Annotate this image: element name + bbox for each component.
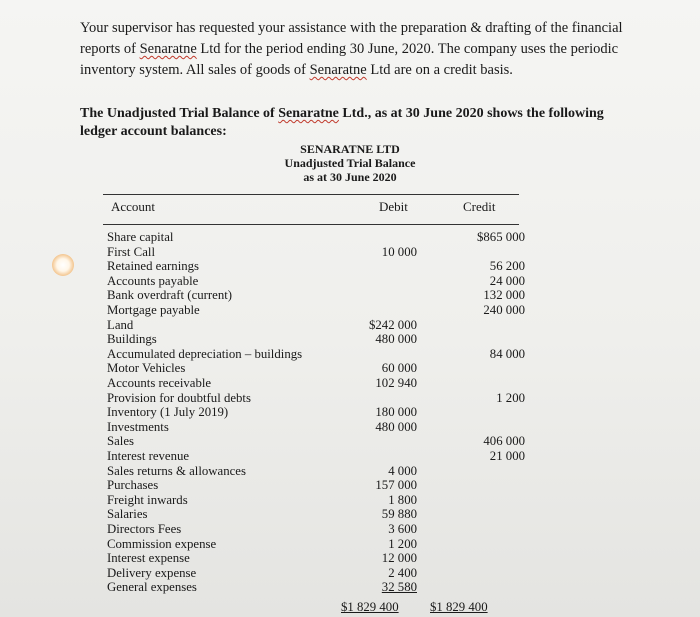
account-cell: Delivery expense <box>107 565 197 580</box>
table-row <box>107 464 527 479</box>
account-cell: Interest revenue <box>107 449 190 463</box>
account-cell: Investments <box>107 419 169 434</box>
credit-cell: 84 000 <box>489 346 525 361</box>
debit-cell: 32 580 <box>381 580 417 595</box>
table-row <box>107 274 527 289</box>
intro-line-2: reports of Senaratne Ltd for the period ending 30 June, 2020. The company uses the periodic <box>80 41 619 57</box>
account-cell: Motor Vehicles <box>107 361 186 376</box>
table-row <box>107 230 527 245</box>
lead-paragraph: The Unadjusted Trial Balance of Senaratne Ltd., as at 30 June 2020 shows the following ledger account balances: <box>80 106 604 139</box>
table-top-rule <box>103 194 519 195</box>
table-row <box>107 405 527 420</box>
table-row <box>107 376 527 391</box>
table-row <box>107 434 527 449</box>
table-row <box>107 347 527 362</box>
account-cell: Bank overdraft (current) <box>107 288 233 303</box>
account-cell: Directors Fees <box>107 522 182 536</box>
table-row <box>107 303 527 318</box>
account-cell: Salaries <box>107 507 148 522</box>
column-header-debit: Debit <box>379 199 408 214</box>
account-cell: Purchases <box>107 478 159 493</box>
account-cell: First Call <box>107 244 155 259</box>
table-row <box>107 537 527 552</box>
table-row <box>107 332 527 347</box>
company-name: Senaratne <box>139 41 197 57</box>
table-row <box>107 420 527 435</box>
heading-date: as at 30 June 2020 <box>303 170 397 184</box>
table-row <box>107 259 527 274</box>
debit-cell: 1 200 <box>388 536 417 551</box>
account-cell: Commission expense <box>107 536 217 551</box>
debit-cell: 102 940 <box>375 376 417 390</box>
debit-cell: 4 000 <box>388 463 417 478</box>
table-row <box>107 478 527 493</box>
credit-cell: $865 000 <box>477 230 525 244</box>
intro-line-1: Your supervisor has requested your assistance with the preparation & drafting of the financial <box>80 20 623 36</box>
credit-cell: 132 000 <box>483 288 525 303</box>
account-cell: Buildings <box>107 332 157 347</box>
heading-title: Unadjusted Trial Balance <box>284 156 416 170</box>
debit-cell: 59 880 <box>381 507 417 522</box>
table-row <box>107 507 527 522</box>
table-row <box>107 391 527 406</box>
debit-cell: 2 400 <box>388 565 417 580</box>
debit-cell: 480 000 <box>375 419 417 434</box>
debit-total: $1 829 400 <box>341 600 399 614</box>
account-cell: Land <box>107 317 134 332</box>
account-cell: Interest expense <box>107 551 190 566</box>
account-cell: Accumulated depreciation – buildings <box>107 346 303 361</box>
column-header-account: Account <box>111 199 156 214</box>
table-row <box>107 288 527 303</box>
intro-line-3: inventory system. All sales of goods of Senaratne Ltd are on a credit basis. <box>80 62 513 78</box>
table-row <box>107 318 527 333</box>
credit-cell: 56 200 <box>489 259 525 274</box>
header-bottom-rule <box>103 224 519 225</box>
account-cell: Inventory (1 July 2019) <box>107 405 229 420</box>
account-cell: General expenses <box>107 580 197 595</box>
account-cell: Provision for doubtful debts <box>107 390 251 405</box>
credit-cell: 240 000 <box>483 303 525 317</box>
account-cell: Accounts payable <box>107 273 199 288</box>
credit-cell: 24 000 <box>489 273 525 288</box>
table-row <box>107 580 527 595</box>
account-cell: Retained earnings <box>107 259 200 274</box>
table-row <box>107 361 527 376</box>
table-row <box>107 493 527 508</box>
company-name: Senaratne <box>309 62 367 78</box>
intro-paragraph <box>80 18 640 81</box>
account-cell: Freight inwards <box>107 492 188 507</box>
debit-cell: 3 600 <box>388 522 417 536</box>
debit-cell: 180 000 <box>375 405 417 420</box>
company-name: Senaratne <box>278 106 339 121</box>
debit-cell: 157 000 <box>375 478 417 493</box>
column-header-credit: Credit <box>463 199 496 214</box>
credit-total: $1 829 400 <box>430 600 488 614</box>
debit-cell: $242 000 <box>369 317 417 332</box>
account-cell: Accounts receivable <box>107 376 212 390</box>
account-cell: Sales returns & allowances <box>107 463 246 478</box>
heading-company: SENARATNE LTD <box>300 142 400 156</box>
debit-cell: 10 000 <box>381 244 417 259</box>
credit-cell: 406 000 <box>483 434 525 449</box>
credit-cell: 1 200 <box>496 390 525 405</box>
account-cell: Sales <box>107 434 135 449</box>
table-row <box>107 449 527 464</box>
debit-cell: 1 800 <box>388 492 417 507</box>
account-cell: Share capital <box>107 230 174 244</box>
table-row <box>107 245 527 260</box>
credit-cell: 21 000 <box>489 449 525 463</box>
table-row <box>107 522 527 537</box>
light-glare <box>52 254 74 276</box>
debit-cell: 60 000 <box>381 361 417 376</box>
table-row <box>107 551 527 566</box>
debit-cell: 480 000 <box>375 332 417 347</box>
account-cell: Mortgage payable <box>107 303 200 317</box>
debit-cell: 12 000 <box>381 551 417 566</box>
table-row <box>107 566 527 581</box>
